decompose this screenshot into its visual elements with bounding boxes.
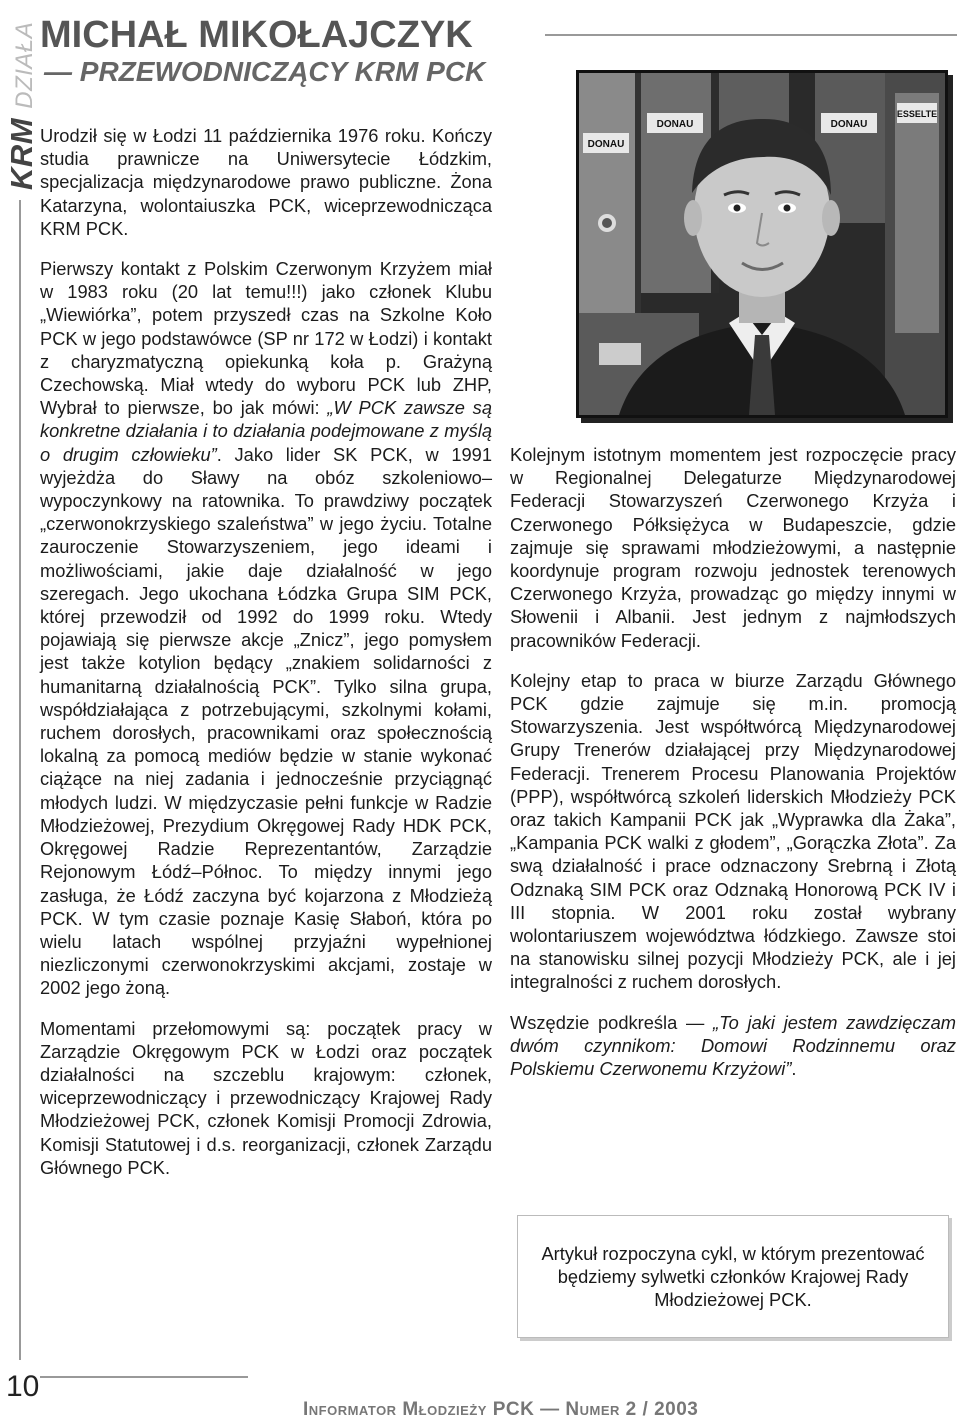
article-title-role: — PRZEWODNICZĄCY KRM PCK: [44, 56, 486, 87]
portrait-illustration: [579, 73, 945, 415]
left-paragraph-3: Momentami przełomowymi są: początek pracy w Zarządzie Okręgowym PCK w Łodzi oraz początek działalności na szczeblu krajowym: członek, wiceprzewodniczący i przewodniczący Krajowej Rady Młodzieżowej PCK, członek Komisji Promocji Zdrowia, Komisji Statutowej i d.s. reorganizacji, członek Zarządu Głównego PCK.: [40, 1017, 492, 1178]
binder-label-1: DONAU: [587, 139, 625, 150]
series-note-box: [517, 1215, 949, 1338]
binder-label-2: DONAU: [656, 119, 694, 130]
right-paragraph-2: Kolejny etap to praca w biurze Zarządu Głównego PCK gdzie zajmuje się m.in. promocją Stowarzyszenia. Jest współtwórcą Międzynarodowej Grupy Trenerów działającej przy Międzynarodowej Federacji. Trenerem Procesu Planowania Projektów (PPP), współtwórcą szkoleń liderskich Młodzieży PCK oraz takich Kampanii PCK jak „Wyprawka dla Żaka”, „Kampania PCK walki z głodem”, „Gorączka Złota”. Za swą działalność i prace odznaczony Srebrną i Złotą Odznaką SIM PCK oraz Odznaką Honorową PCK IV i III stopnia. W 2001 roku został wybrany wolontariuszem województwa łódzkiego. Zawsze stoi na stanowisku silnej pozycji Młodzieży PCK, ale i jej integralności z ruchem dorosłych.: [510, 669, 956, 993]
right-paragraph-3: [510, 1011, 956, 1081]
page-number: 10: [6, 1370, 40, 1403]
series-note-text: Artykuł rozpoczyna cykl, w którym prezentować będziemy sylwetki członków Krajowej Rady Młodzieżowej PCK.: [541, 1243, 925, 1310]
right-paragraph-1: Kolejnym istotnym momentem jest rozpoczęcie pracy w Regionalnej Delegaturze Międzynarodowej Federacji Stowarzyszeń Czerwonego Krzyża i Czerwonego Półksiężyca w Budapeszcie, gdzie zajmuje się sprawami młodzieżowymi, a następnie koordynuje program rozwoju jednostek terenowych Czerwonego Krzyża, prowadząc go między innymi w Słowenii i Albanii. Jest jednym z najmłodszych pracowników Federacji.: [510, 444, 956, 651]
binder-label-4: ESSELTE: [896, 109, 938, 119]
right-column: [510, 443, 956, 1097]
right-paragraph-3-text-b: .: [791, 1058, 797, 1080]
section-label-dzial: DZIAŁA: [11, 21, 38, 109]
binder-label-3: DONAU: [830, 119, 868, 130]
left-column: [40, 124, 492, 1196]
bottom-rule: [40, 1376, 248, 1378]
right-paragraph-3-quote: „To jaki jestem zawdzięczam dwóm czynnikom: Domowi Rodzinnemu oraz Polskiemu Czerwonemu Krzyżowi”: [510, 1011, 957, 1080]
left-paragraph-2: [40, 257, 492, 1000]
section-label: [4, 22, 40, 190]
left-paragraph-2-quote: „W PCK zawsze są konkretne działania i to działania podejmowane z myślą o drugim człowieku”: [40, 397, 492, 465]
left-paragraph-2-text-a: Pierwszy kontakt z Polskim Czerwonym Krzyżem miał w 1983 roku (20 lat temu!!!) jako członek Klubu „Wiewiórka”, potem przyszedł czas na Szkolne Koło PCK w jego podstawówce (SP nr 172 w Łodzi) i kontakt z charyzmatyczną opiekunką koła p. Grażyną Czechowską. Miał wtedy do wyboru PCK lub ZHP, Wybrał to pierwsze, bo jak mówi:: [40, 258, 492, 419]
section-label-krm: KRM: [4, 117, 39, 190]
side-rule: [19, 200, 21, 1360]
right-paragraph-3-text-a: Wszędzie podkreśla —: [510, 1011, 714, 1033]
portrait-photo: [576, 70, 948, 418]
left-paragraph-2-text-b: . Jako lider SK PCK, w 1991 wyjeżdża do Sławy na obóz szkoleniowo–wypoczynkowy na ratownika. To prawdziwy początek „czerwonokrzyskiego szaleństwa” w jego życiu. Totalne zauroczenie Stowarzyszeniem, jego ideami i możliwościami, jakie daje działalność w jego szeregach. Jego ukochana Łódzka Grupa SIM PCK, której przewodził od 1992 do 1999 roku. Wtedy pojawiają się pierwsze akcje „Znicz”, jego pomysłem jest także kotylion będący „znakiem solidarności z humanitarną działalnością PCK”. Tylko silna grupa, współdziałająca z potrzebującymi, szkolnymi kołami, ruchem dorosłych, pracownikami oraz społecznością lokalną za pomocą mediów będzie w stanie wykonać ciążące na niej zadania i jednocześnie przyciągnąć młodych ludzi. W międzyczasie pełni funkcje w Radzie Młodzieżowej, Prezydium Okręgowej Rady HDK PCK, Okręgowej Radzie Reprezentantów, Zarządzie Rejonowym Łódź–Północ. To między innymi jego zasługa, że Łódź zaczyna być kojarzona z Młodzieżą PCK. W tym czasie poznaje Kasię Słaboń, która po wielu latach wspólnej przyjaźni wypełnionej niezliczonymi czerwonokrzyskimi akcjami, zostaje w 2002 jego żoną.: [40, 443, 492, 999]
left-paragraph-1: Urodził się w Łodzi 11 października 1976 roku. Kończy studia prawnicze na Uniwersytecie Łódzkim, specjalizacja międzynarodowe prawo publiczne. Żona Katarzyna, wolontaiuszka PCK, wiceprzewodnicząca KRM PCK.: [40, 125, 492, 239]
footer-publication: Informator Młodzieży PCK — Numer 2 / 2003: [303, 1399, 699, 1420]
article-title-name: MICHAŁ MIKOŁAJCZYK: [40, 14, 473, 56]
top-rule: [545, 34, 957, 36]
